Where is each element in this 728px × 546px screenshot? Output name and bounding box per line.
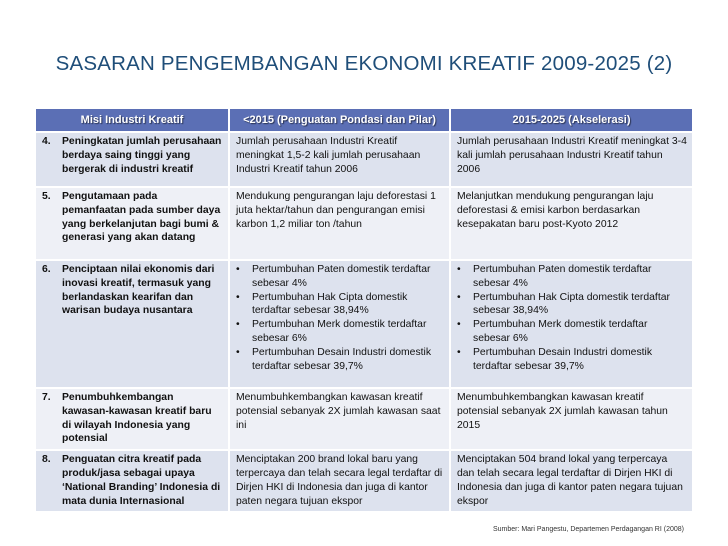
list-item: • Pertumbuhan Hak Cipta domestik terdaftar sebesar 38,94% [236,291,408,317]
short-term-cell: Mendukung pengurangan laju deforestasi 1 juta hektar/tahun dan pengurangan emisi karbon 1,2 miliar ton /tahun [229,187,450,260]
short-term-cell: Jumlah perusahaan Industri Kreatif meningkat 1,5-2 kali jumlah perusahaan Industri Kreatif tahun 2006 [229,132,450,187]
bullet-icon: • [236,264,240,275]
table-header-row [36,109,692,132]
misi-cell [36,450,229,511]
table-row [36,388,692,450]
mission-table [36,109,692,511]
row-number: 5. [42,191,51,202]
slide-title: SASARAN PENGEMBANGAN EKONOMI KREATIF 2009-2025 (2) [55,52,673,75]
list-item: • Pertumbuhan Desain Industri domestik terdaftar sebesar 39,7% [236,346,432,372]
list-item: • Pertumbuhan Merk domestik terdaftar sebesar 6% [457,319,648,344]
misi-text: Pengutamaan pada pemanfaatan pada sumber daya yang berkelanjutan bagi bumi & generasi yang akan datang [62,191,221,244]
bullet-list [236,263,444,373]
misi-text: Penguatan citra kreatif pada produk/jasa sebagai upaya ‘National Branding’ Indonesia di mata dunia Internasional [62,454,221,507]
short-term-cell [229,260,450,388]
misi-cell [36,132,229,187]
bullet-icon: • [236,346,240,358]
table-row [36,450,692,511]
bullet-icon: • [236,319,240,331]
misi-text: Penumbuhkembangan kawasan-kawasan kreatif baru di wilayah Indonesia yang potensial [62,392,212,445]
long-term-cell: Menumbuhkembangkan kawasan kreatif potensial sebanyak 2X jumlah kawasan tahun 2015 [450,388,692,450]
long-term-cell [450,260,692,388]
long-term-cell: Jumlah perusahaan Industri Kreatif meningkat 3-4 kali jumlah perusahaan Industri Kreatif tahun 2006 [450,132,692,187]
misi-text: Penciptaan nilai ekonomis dari inovasi kreatif, termasuk yang berlandaskan kearifan dan warisan budaya nusantara [62,264,215,317]
row-number: 4. [42,136,51,147]
bullet-icon: • [457,346,461,358]
bullet-icon: • [457,264,461,275]
list-item: • Pertumbuhan Merk domestik terdaftar sebesar 6% [236,319,427,344]
row-number: 7. [42,392,51,403]
header-long-term: 2015-2025 (Akselerasi) [450,109,692,132]
misi-cell [36,260,229,388]
short-term-cell: Menciptakan 200 brand lokal baru yang terpercaya dan telah secara legal terdaftar di Dirjen HKI di Indonesia dan juga di kantor paten negara tujuan ekspor [229,450,450,511]
short-term-cell: Menumbuhkembangkan kawasan kreatif potensial sebanyak 2X jumlah kawasan saat ini [229,388,450,450]
row-number: 6. [42,264,51,275]
row-number: 8. [42,454,51,466]
header-short-term: <2015 (Penguatan Pondasi dan Pilar) [229,109,450,132]
bullet-icon: • [457,291,461,303]
table-row [36,260,692,388]
source-note: Sumber: Mari Pangestu, Departemen Perdagangan RI (2008) [492,526,684,533]
misi-text: Peningkatan jumlah perusahaan berdaya saing tinggi yang bergerak di industri kreatif [62,136,222,175]
bullet-icon: • [236,291,240,303]
bullet-list [457,263,687,373]
long-term-cell: Melanjutkan mendukung pengurangan laju deforestasi & emisi karbon berdasarkan kesepakatan baru post-Kyoto 2012 [450,187,692,260]
table-row [36,132,692,187]
table-row [36,187,692,260]
bullet-icon: • [457,319,461,331]
list-item: • Pertumbuhan Paten domestik terdaftar sebesar 4% [457,264,652,289]
list-item: • Pertumbuhan Desain Industri domestik terdaftar sebesar 39,7% [457,346,653,372]
list-item: • Pertumbuhan Paten domestik terdaftar sebesar 4% [236,264,431,289]
header-misi: Misi Industri Kreatif [36,109,229,132]
misi-cell [36,187,229,260]
long-term-cell: Menciptakan 504 brand lokal yang terpercaya dan telah secara legal terdaftar di Dirjen HKI di Indonesia dan juga di kantor paten negara tujuan ekspor [450,450,692,511]
misi-cell [36,388,229,450]
list-item: • Pertumbuhan Hak Cipta domestik terdaftar sebesar 38,94% [457,291,670,317]
